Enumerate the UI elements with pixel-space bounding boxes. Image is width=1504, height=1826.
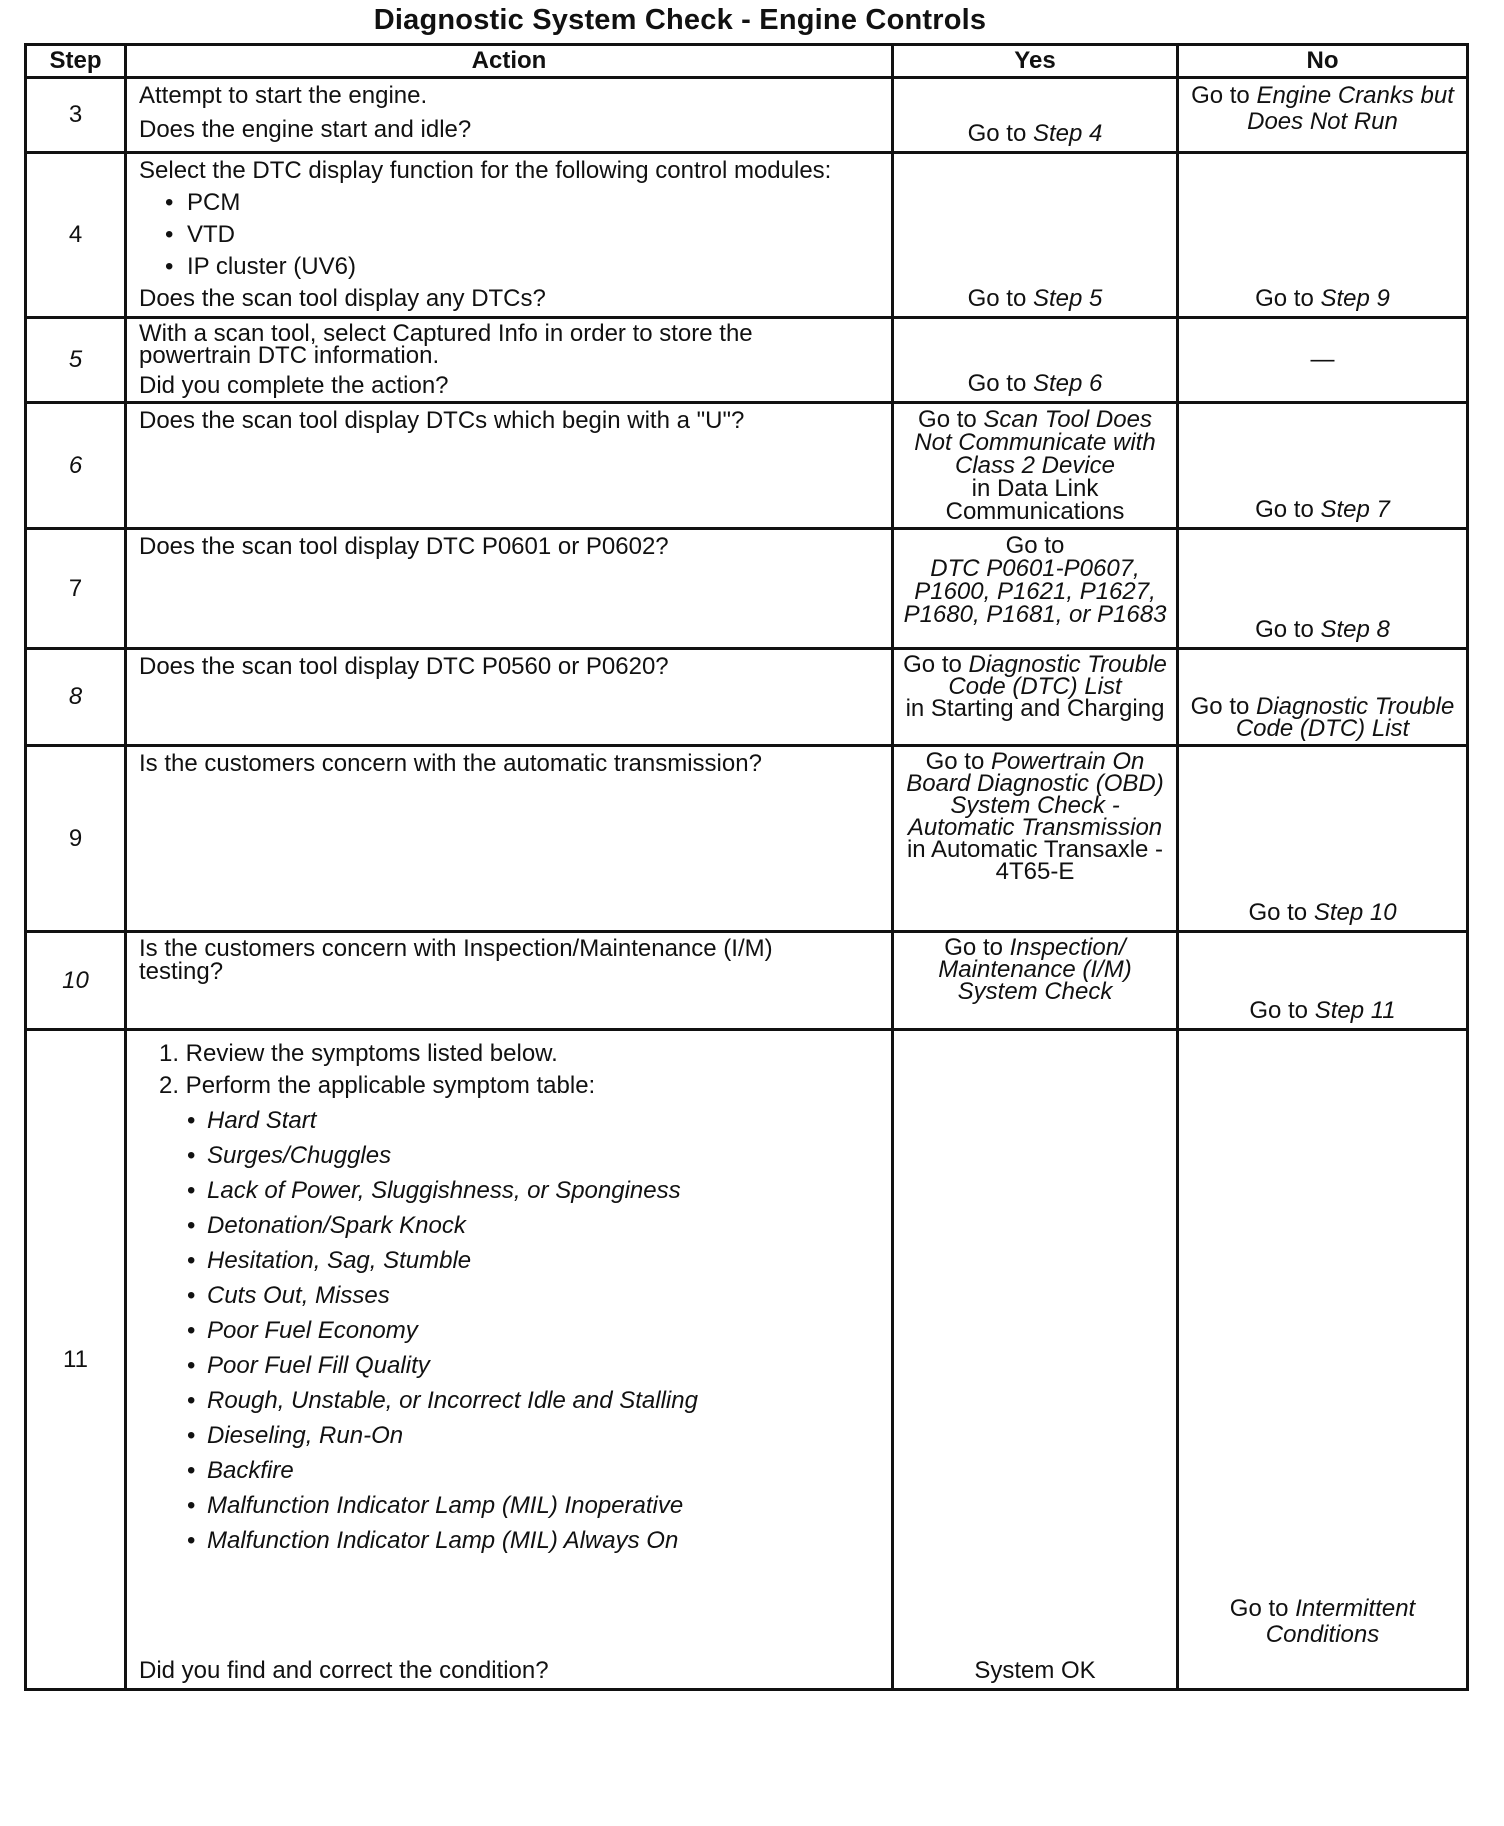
yes-cell [893, 529, 1178, 649]
no-cell [1178, 649, 1468, 746]
list-item: • IP cluster (UV6) [159, 254, 881, 280]
diagnostic-table [24, 43, 1469, 1691]
symptom-link[interactable]: • Cuts Out, Misses [183, 1283, 881, 1309]
yes-cell [893, 746, 1178, 932]
yes-prefix: Go to [925, 748, 991, 775]
table-row [26, 403, 1468, 529]
action-question: Does the scan tool display DTC P0601 or P0602? [139, 533, 669, 560]
symptom-link[interactable]: • Hard Start [183, 1108, 881, 1134]
no-prefix: Go to [1255, 616, 1321, 643]
no-prefix: Go to [1248, 899, 1314, 926]
action-text: powertrain DTC information. [139, 342, 440, 369]
no-prefix: Go to [1229, 1595, 1296, 1622]
no-cell [1178, 1030, 1468, 1690]
list-item: • PCM [159, 190, 881, 216]
table-row [26, 78, 1468, 153]
no-cell [1178, 746, 1468, 932]
no-link[interactable]: Step 9 [1320, 285, 1390, 312]
action-question: Does the engine start and idle? [139, 116, 472, 143]
no-prefix: Go to [1249, 997, 1315, 1024]
yes-cell [893, 932, 1178, 1030]
no-cell [1178, 529, 1468, 649]
table-row [26, 649, 1468, 746]
symptom-link[interactable]: • Surges/Chuggles [183, 1143, 881, 1169]
action-question: Does the scan tool display any DTCs? [139, 285, 546, 312]
no-cell [1178, 932, 1468, 1030]
action-cell [126, 529, 893, 649]
action-cell [126, 746, 893, 932]
header-yes: Yes [893, 45, 1178, 78]
no-link[interactable]: Diagnostic Trouble Code (DTC) List [1235, 693, 1455, 742]
no-cell [1178, 78, 1468, 153]
step-number: 8 [26, 649, 126, 746]
action-cell [126, 153, 893, 318]
action-text: Select the DTC display function for the following control modules: [139, 157, 832, 184]
symptom-link[interactable]: • Poor Fuel Economy [183, 1318, 881, 1344]
action-cell [126, 403, 893, 529]
yes-link[interactable]: Diagnostic Trouble Code (DTC) List [948, 651, 1167, 700]
header-no: No [1178, 45, 1468, 78]
module-list [139, 190, 881, 280]
header-row [26, 45, 1468, 78]
yes-suffix: in Automatic Transaxle - 4T65-E [906, 836, 1164, 885]
header-action: Action [126, 45, 893, 78]
yes-prefix: Go to [903, 651, 969, 678]
yes-prefix: Go to [967, 370, 1033, 397]
list-item: 2. Perform the applicable symptom table: [159, 1072, 596, 1099]
table-row [26, 746, 1468, 932]
no-prefix: Go to [1190, 693, 1257, 720]
step-number: 11 [26, 1030, 126, 1690]
table-row [26, 932, 1468, 1030]
table-row [26, 153, 1468, 318]
yes-cell [893, 649, 1178, 746]
step-number: 6 [26, 403, 126, 529]
step-number: 7 [26, 529, 126, 649]
no-prefix: Go to [1191, 82, 1257, 109]
yes-prefix: Go to [1005, 532, 1065, 559]
yes-link[interactable]: Step 5 [1032, 285, 1103, 312]
action-text: With a scan tool, select Captured Info in order to store the [139, 320, 753, 347]
yes-suffix: in Data Link Communications [945, 475, 1125, 525]
no-link[interactable]: Intermittent Conditions [1265, 1595, 1416, 1648]
action-text: testing? [139, 958, 224, 985]
no-link[interactable]: Step 8 [1320, 616, 1390, 643]
yes-prefix: Go to [944, 934, 1010, 961]
action-question: Does the scan tool display DTC P0560 or P0620? [139, 653, 669, 680]
table-row [26, 1030, 1468, 1690]
list-item: • VTD [159, 222, 881, 248]
header-step: Step [26, 45, 126, 78]
no-dash: — [1310, 346, 1335, 373]
action-cell [126, 649, 893, 746]
no-link[interactable]: Engine Cranks but Does Not Run [1247, 82, 1454, 135]
yes-cell [893, 403, 1178, 529]
yes-link[interactable]: Scan Tool Does Not Communicate with Class 2 Device [914, 406, 1156, 479]
yes-prefix: Go to [918, 406, 984, 433]
action-question: Does the scan tool display DTCs which begin with a "U"? [139, 407, 745, 434]
symptom-link[interactable]: • Rough, Unstable, or Incorrect Idle and Stalling [183, 1388, 881, 1414]
step-number: 9 [26, 746, 126, 932]
symptom-link[interactable]: • Malfunction Indicator Lamp (MIL) Always On [183, 1528, 881, 1554]
procedure-list [139, 1041, 881, 1099]
no-cell [1178, 403, 1468, 529]
no-link[interactable]: Step 11 [1314, 997, 1396, 1024]
yes-cell [893, 153, 1178, 318]
symptom-link[interactable]: • Malfunction Indicator Lamp (MIL) Inoperative [183, 1493, 881, 1519]
yes-prefix: Go to [967, 120, 1033, 147]
list-item: 1. Review the symptoms listed below. [159, 1040, 558, 1067]
yes-link[interactable]: Powertrain On Board Diagnostic (OBD) System Check - Automatic Transmission [906, 748, 1164, 841]
no-cell [1178, 153, 1468, 318]
symptom-link[interactable]: • Dieseling, Run-On [183, 1423, 881, 1449]
symptom-link[interactable]: • Backfire [183, 1458, 881, 1484]
symptom-list [139, 1108, 881, 1554]
yes-cell [893, 78, 1178, 153]
yes-link[interactable]: Step 4 [1032, 120, 1103, 147]
action-cell [126, 932, 893, 1030]
yes-link[interactable]: Inspection/ Maintenance (I/M) System Check [938, 934, 1132, 1005]
step-number: 5 [26, 318, 126, 403]
page-title: Diagnostic System Check - Engine Controls [373, 4, 987, 36]
no-link[interactable]: Step 7 [1320, 496, 1390, 523]
yes-result: System OK [974, 1657, 1096, 1684]
step-number: 4 [26, 153, 126, 318]
step-number: 3 [26, 78, 126, 153]
yes-link[interactable]: Step 6 [1032, 370, 1103, 397]
no-cell [1178, 318, 1468, 403]
no-prefix: Go to [1255, 496, 1321, 523]
no-link[interactable]: Step 10 [1313, 899, 1397, 926]
no-prefix: Go to [1255, 285, 1321, 312]
yes-cell [893, 318, 1178, 403]
action-cell [126, 78, 893, 153]
action-question: Did you complete the action? [139, 372, 449, 399]
step-number: 10 [26, 932, 126, 1030]
yes-link[interactable]: DTC P0601-P0607, P1600, P1621, P1627, P1680, P1681, or P1683 [903, 555, 1167, 628]
yes-suffix: in Starting and Charging [905, 695, 1165, 722]
action-cell [126, 318, 893, 403]
action-question: Is the customers concern with the automatic transmission? [139, 750, 762, 777]
table-row [26, 529, 1468, 649]
symptom-link[interactable]: • Poor Fuel Fill Quality [183, 1353, 881, 1379]
symptom-link[interactable]: • Hesitation, Sag, Stumble [183, 1248, 881, 1274]
action-text: Is the customers concern with Inspection/Maintenance (I/M) [139, 935, 773, 962]
yes-prefix: Go to [967, 285, 1033, 312]
symptom-link[interactable]: • Detonation/Spark Knock [183, 1213, 881, 1239]
action-cell [126, 1030, 893, 1690]
table-row [26, 318, 1468, 403]
symptom-link[interactable]: • Lack of Power, Sluggishness, or Sponginess [183, 1178, 881, 1204]
yes-cell [893, 1030, 1178, 1690]
action-text: Attempt to start the engine. [139, 82, 428, 109]
action-question: Did you find and correct the condition? [139, 1657, 549, 1684]
